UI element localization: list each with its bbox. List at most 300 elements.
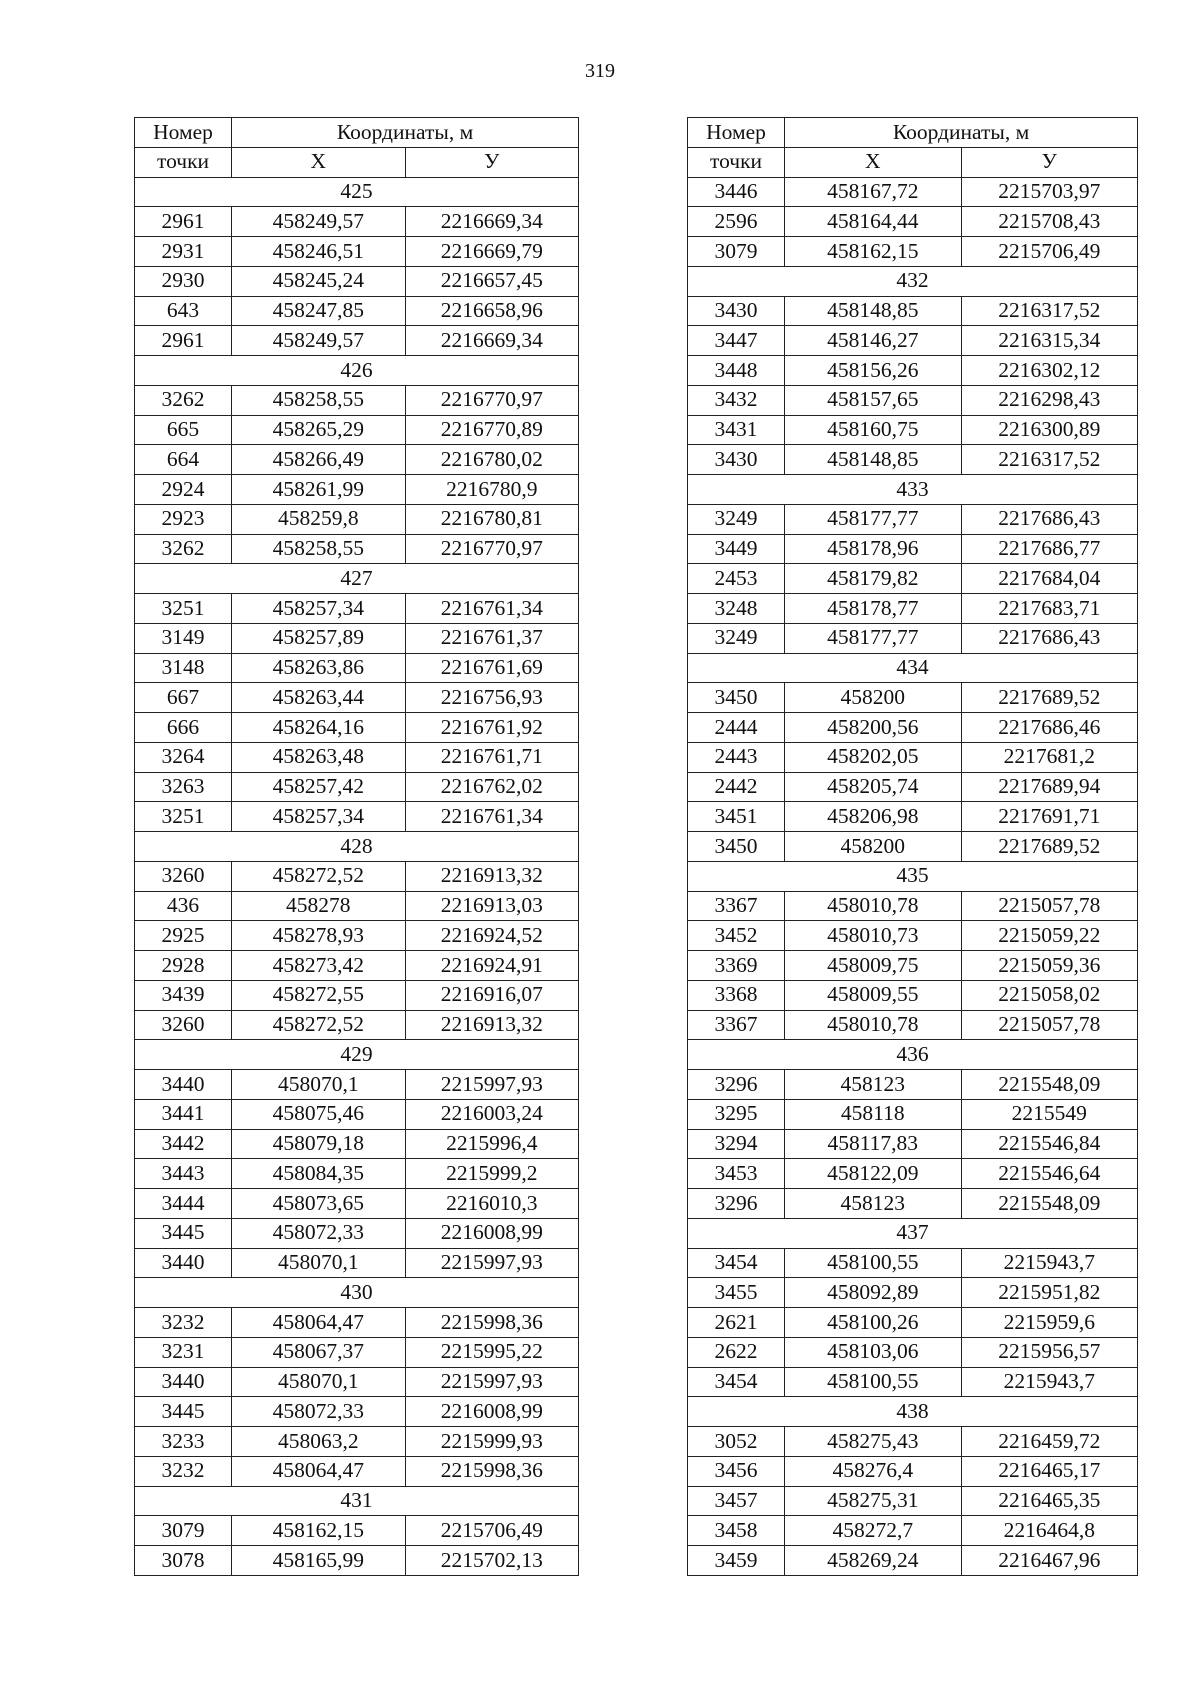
x-coordinate-cell: 458064,47 bbox=[232, 1456, 406, 1486]
table-row bbox=[135, 653, 579, 683]
y-coordinate-cell: 2216010,3 bbox=[405, 1189, 579, 1219]
point-number-cell: 3443 bbox=[135, 1159, 232, 1189]
x-coordinate-cell: 458257,42 bbox=[232, 772, 406, 802]
x-coordinate-cell: 458202,05 bbox=[785, 742, 962, 772]
x-coordinate-cell: 458092,89 bbox=[785, 1278, 962, 1308]
table-row bbox=[135, 1189, 579, 1219]
point-number-cell: 2621 bbox=[688, 1308, 785, 1338]
point-number-cell: 3232 bbox=[135, 1456, 232, 1486]
y-coordinate-cell: 2215549 bbox=[961, 1099, 1138, 1129]
table-row bbox=[135, 772, 579, 802]
coordinates-header: Координаты, м bbox=[232, 118, 579, 148]
x-coordinate-cell: 458263,48 bbox=[232, 742, 406, 772]
y-coordinate-cell: 2215997,93 bbox=[405, 1248, 579, 1278]
x-coordinate-cell: 458257,89 bbox=[232, 623, 406, 653]
point-number-cell: 2596 bbox=[688, 207, 785, 237]
point-number-cell: 2931 bbox=[135, 237, 232, 267]
table-row bbox=[688, 594, 1138, 624]
x-coordinate-cell: 458073,65 bbox=[232, 1189, 406, 1219]
table-row bbox=[688, 504, 1138, 534]
y-coordinate-cell: 2217689,52 bbox=[961, 683, 1138, 713]
x-coordinate-cell: 458064,47 bbox=[232, 1308, 406, 1338]
x-coordinate-cell: 458245,24 bbox=[232, 266, 406, 296]
y-coordinate-cell: 2216780,81 bbox=[405, 504, 579, 534]
point-number-cell: 3450 bbox=[688, 683, 785, 713]
point-number-cell: 3231 bbox=[135, 1337, 232, 1367]
x-coordinate-cell: 458265,29 bbox=[232, 415, 406, 445]
x-coordinate-cell: 458010,78 bbox=[785, 891, 962, 921]
x-coordinate-cell: 458156,26 bbox=[785, 356, 962, 386]
x-coordinate-cell: 458100,55 bbox=[785, 1367, 962, 1397]
table-row bbox=[135, 445, 579, 475]
point-number-cell: 3262 bbox=[135, 385, 232, 415]
table-row bbox=[135, 1010, 579, 1040]
y-coordinate-cell: 2217686,43 bbox=[961, 623, 1138, 653]
x-coordinate-cell: 458275,43 bbox=[785, 1427, 962, 1457]
point-number-cell: 2444 bbox=[688, 713, 785, 743]
group-row bbox=[135, 1486, 579, 1516]
y-coordinate-cell: 2216924,91 bbox=[405, 951, 579, 981]
point-number-cell: 3457 bbox=[688, 1486, 785, 1516]
point-number-cell: 2961 bbox=[135, 207, 232, 237]
y-coordinate-cell: 2216300,89 bbox=[961, 415, 1138, 445]
point-number-cell: 3432 bbox=[688, 385, 785, 415]
table-row bbox=[688, 445, 1138, 475]
group-number: 429 bbox=[135, 1040, 579, 1070]
x-coordinate-cell: 458122,09 bbox=[785, 1159, 962, 1189]
x-coordinate-cell: 458257,34 bbox=[232, 594, 406, 624]
table-row bbox=[135, 1456, 579, 1486]
x-coordinate-cell: 458146,27 bbox=[785, 326, 962, 356]
table-row bbox=[688, 1367, 1138, 1397]
y-coordinate-cell: 2217686,46 bbox=[961, 713, 1138, 743]
x-coordinate-cell: 458200 bbox=[785, 683, 962, 713]
y-coordinate-cell: 2216770,97 bbox=[405, 534, 579, 564]
y-coordinate-cell: 2216657,45 bbox=[405, 266, 579, 296]
point-number-cell: 3439 bbox=[135, 980, 232, 1010]
point-number-cell: 3148 bbox=[135, 653, 232, 683]
point-number-cell: 3445 bbox=[135, 1218, 232, 1248]
y-coordinate-cell: 2216008,99 bbox=[405, 1397, 579, 1427]
point-number-cell: 3442 bbox=[135, 1129, 232, 1159]
point-number-cell: 3248 bbox=[688, 594, 785, 624]
y-coordinate-cell: 2216780,02 bbox=[405, 445, 579, 475]
table-row bbox=[135, 1427, 579, 1457]
y-coordinate-cell: 2217689,94 bbox=[961, 772, 1138, 802]
point-number-cell: 3367 bbox=[688, 891, 785, 921]
point-number-cell: 2443 bbox=[688, 742, 785, 772]
group-number: 427 bbox=[135, 564, 579, 594]
x-coordinate-cell: 458070,1 bbox=[232, 1367, 406, 1397]
x-coordinate-cell: 458259,8 bbox=[232, 504, 406, 534]
table-row bbox=[688, 1099, 1138, 1129]
table-row bbox=[688, 891, 1138, 921]
y-coordinate-cell: 2215703,97 bbox=[961, 177, 1138, 207]
point-number-cell: 436 bbox=[135, 891, 232, 921]
y-coordinate-cell: 2216924,52 bbox=[405, 921, 579, 951]
point-number-cell: 3294 bbox=[688, 1129, 785, 1159]
group-number: 432 bbox=[688, 266, 1138, 296]
x-coordinate-cell: 458275,31 bbox=[785, 1486, 962, 1516]
x-coordinate-cell: 458103,06 bbox=[785, 1337, 962, 1367]
table-row bbox=[688, 1427, 1138, 1457]
y-coordinate-cell: 2216762,02 bbox=[405, 772, 579, 802]
point-number-cell: 2622 bbox=[688, 1337, 785, 1367]
point-number-cell: 3454 bbox=[688, 1367, 785, 1397]
table-row bbox=[688, 385, 1138, 415]
y-coordinate-cell: 2215951,82 bbox=[961, 1278, 1138, 1308]
group-row bbox=[688, 475, 1138, 505]
y-coordinate-cell: 2215546,64 bbox=[961, 1159, 1138, 1189]
y-coordinate-cell: 2216315,34 bbox=[961, 326, 1138, 356]
point-number-cell: 3445 bbox=[135, 1397, 232, 1427]
x-coordinate-cell: 458063,2 bbox=[232, 1427, 406, 1457]
point-number-cell: 3295 bbox=[688, 1099, 785, 1129]
point-number-cell: 3455 bbox=[688, 1278, 785, 1308]
point-number-cell: 3149 bbox=[135, 623, 232, 653]
x-coordinate-cell: 458278 bbox=[232, 891, 406, 921]
point-number-cell: 665 bbox=[135, 415, 232, 445]
table-row bbox=[688, 237, 1138, 267]
table-row bbox=[135, 742, 579, 772]
y-coordinate-cell: 2216780,9 bbox=[405, 475, 579, 505]
x-coordinate-cell: 458070,1 bbox=[232, 1248, 406, 1278]
x-coordinate-cell: 458084,35 bbox=[232, 1159, 406, 1189]
point-number-cell: 3251 bbox=[135, 594, 232, 624]
x-coordinate-cell: 458072,33 bbox=[232, 1397, 406, 1427]
group-row bbox=[135, 177, 579, 207]
y-coordinate-cell: 2216459,72 bbox=[961, 1427, 1138, 1457]
table-row bbox=[688, 623, 1138, 653]
point-number-cell: 3447 bbox=[688, 326, 785, 356]
point-number-cell: 3260 bbox=[135, 1010, 232, 1040]
x-coordinate-cell: 458206,98 bbox=[785, 802, 962, 832]
y-column-header: У bbox=[961, 147, 1138, 177]
table-row bbox=[688, 772, 1138, 802]
group-row bbox=[688, 861, 1138, 891]
table-row bbox=[688, 742, 1138, 772]
x-coordinate-cell: 458165,99 bbox=[232, 1546, 406, 1576]
group-number: 426 bbox=[135, 356, 579, 386]
point-number-cell: 2925 bbox=[135, 921, 232, 951]
x-coordinate-cell: 458205,74 bbox=[785, 772, 962, 802]
x-coordinate-cell: 458272,55 bbox=[232, 980, 406, 1010]
x-coordinate-cell: 458269,24 bbox=[785, 1546, 962, 1576]
page-number: 319 bbox=[585, 60, 615, 82]
x-coordinate-cell: 458072,33 bbox=[232, 1218, 406, 1248]
y-coordinate-cell: 2217686,43 bbox=[961, 504, 1138, 534]
x-coordinate-cell: 458117,83 bbox=[785, 1129, 962, 1159]
y-coordinate-cell: 2216761,92 bbox=[405, 713, 579, 743]
x-coordinate-cell: 458264,16 bbox=[232, 713, 406, 743]
point-number-cell: 3249 bbox=[688, 504, 785, 534]
group-row bbox=[688, 1218, 1138, 1248]
point-number-cell: 2961 bbox=[135, 326, 232, 356]
table-row bbox=[688, 683, 1138, 713]
table-row bbox=[688, 534, 1138, 564]
point-number-cell: 3449 bbox=[688, 534, 785, 564]
x-coordinate-cell: 458075,46 bbox=[232, 1099, 406, 1129]
x-coordinate-cell: 458177,77 bbox=[785, 504, 962, 534]
y-coordinate-cell: 2216761,71 bbox=[405, 742, 579, 772]
x-coordinate-cell: 458010,73 bbox=[785, 921, 962, 951]
y-coordinate-cell: 2215702,13 bbox=[405, 1546, 579, 1576]
y-coordinate-cell: 2216761,37 bbox=[405, 623, 579, 653]
x-coordinate-cell: 458118 bbox=[785, 1099, 962, 1129]
point-number-cell: 664 bbox=[135, 445, 232, 475]
table-row bbox=[688, 1337, 1138, 1367]
x-coordinate-cell: 458200 bbox=[785, 832, 962, 862]
table-row bbox=[688, 296, 1138, 326]
table-row bbox=[135, 296, 579, 326]
point-number-cell: 643 bbox=[135, 296, 232, 326]
group-number: 431 bbox=[135, 1486, 579, 1516]
group-number: 438 bbox=[688, 1397, 1138, 1427]
y-coordinate-cell: 2216669,34 bbox=[405, 326, 579, 356]
group-number: 428 bbox=[135, 832, 579, 862]
point-number-cell: 3441 bbox=[135, 1099, 232, 1129]
x-coordinate-cell: 458148,85 bbox=[785, 445, 962, 475]
group-row bbox=[135, 1040, 579, 1070]
y-coordinate-cell: 2215059,36 bbox=[961, 951, 1138, 981]
table-row bbox=[688, 1278, 1138, 1308]
y-coordinate-cell: 2215706,49 bbox=[961, 237, 1138, 267]
point-number-cell: 3264 bbox=[135, 742, 232, 772]
table-row bbox=[688, 415, 1138, 445]
table-row bbox=[688, 177, 1138, 207]
table-row bbox=[135, 475, 579, 505]
point-number-cell: 3451 bbox=[688, 802, 785, 832]
table-header-row bbox=[135, 147, 579, 177]
x-coordinate-cell: 458162,15 bbox=[785, 237, 962, 267]
table-row bbox=[135, 1367, 579, 1397]
table-row bbox=[135, 1129, 579, 1159]
y-coordinate-cell: 2215548,09 bbox=[961, 1189, 1138, 1219]
point-number-cell: 3459 bbox=[688, 1546, 785, 1576]
y-coordinate-cell: 2216756,93 bbox=[405, 683, 579, 713]
x-coordinate-cell: 458178,96 bbox=[785, 534, 962, 564]
y-coordinate-cell: 2216770,89 bbox=[405, 415, 579, 445]
table-row bbox=[135, 683, 579, 713]
y-coordinate-cell: 2217691,71 bbox=[961, 802, 1138, 832]
point-number-cell: 3079 bbox=[135, 1516, 232, 1546]
y-coordinate-cell: 2216464,8 bbox=[961, 1516, 1138, 1546]
x-coordinate-cell: 458178,77 bbox=[785, 594, 962, 624]
point-number-header: Номер bbox=[135, 118, 232, 148]
group-number: 433 bbox=[688, 475, 1138, 505]
y-coordinate-cell: 2215057,78 bbox=[961, 1010, 1138, 1040]
point-number-header: точки bbox=[688, 147, 785, 177]
x-coordinate-cell: 458009,55 bbox=[785, 980, 962, 1010]
table-row bbox=[688, 326, 1138, 356]
group-row bbox=[688, 1040, 1138, 1070]
table-row bbox=[135, 891, 579, 921]
point-number-cell: 3233 bbox=[135, 1427, 232, 1457]
point-number-cell: 3430 bbox=[688, 296, 785, 326]
table-row bbox=[688, 713, 1138, 743]
table-row bbox=[135, 1070, 579, 1100]
y-coordinate-cell: 2217689,52 bbox=[961, 832, 1138, 862]
y-coordinate-cell: 2216916,07 bbox=[405, 980, 579, 1010]
x-coordinate-cell: 458257,34 bbox=[232, 802, 406, 832]
y-coordinate-cell: 2217683,71 bbox=[961, 594, 1138, 624]
x-coordinate-cell: 458273,42 bbox=[232, 951, 406, 981]
point-number-cell: 2928 bbox=[135, 951, 232, 981]
point-number-cell: 3052 bbox=[688, 1427, 785, 1457]
y-coordinate-cell: 2216302,12 bbox=[961, 356, 1138, 386]
table-row bbox=[688, 802, 1138, 832]
y-coordinate-cell: 2216761,34 bbox=[405, 594, 579, 624]
table-row bbox=[135, 594, 579, 624]
x-coordinate-cell: 458067,37 bbox=[232, 1337, 406, 1367]
table-row bbox=[135, 1248, 579, 1278]
point-number-header: Номер bbox=[688, 118, 785, 148]
group-row bbox=[135, 564, 579, 594]
point-number-cell: 3440 bbox=[135, 1367, 232, 1397]
x-coordinate-cell: 458276,4 bbox=[785, 1456, 962, 1486]
point-number-cell: 3440 bbox=[135, 1248, 232, 1278]
table-row bbox=[135, 1218, 579, 1248]
y-coordinate-cell: 2216465,17 bbox=[961, 1456, 1138, 1486]
table-row bbox=[688, 207, 1138, 237]
table-row bbox=[688, 1456, 1138, 1486]
y-coordinate-cell: 2216913,03 bbox=[405, 891, 579, 921]
y-coordinate-cell: 2215999,2 bbox=[405, 1159, 579, 1189]
group-row bbox=[135, 356, 579, 386]
table-row bbox=[135, 861, 579, 891]
y-coordinate-cell: 2216317,52 bbox=[961, 296, 1138, 326]
point-number-cell: 3450 bbox=[688, 832, 785, 862]
y-coordinate-cell: 2215956,57 bbox=[961, 1337, 1138, 1367]
table-header-row bbox=[688, 147, 1138, 177]
point-number-cell: 3079 bbox=[688, 237, 785, 267]
x-coordinate-cell: 458100,55 bbox=[785, 1248, 962, 1278]
table-row bbox=[135, 951, 579, 981]
table-row bbox=[688, 356, 1138, 386]
y-coordinate-cell: 2215708,43 bbox=[961, 207, 1138, 237]
y-coordinate-cell: 2215546,84 bbox=[961, 1129, 1138, 1159]
x-coordinate-cell: 458261,99 bbox=[232, 475, 406, 505]
y-coordinate-cell: 2215943,7 bbox=[961, 1248, 1138, 1278]
point-number-cell: 2442 bbox=[688, 772, 785, 802]
x-coordinate-cell: 458010,78 bbox=[785, 1010, 962, 1040]
table-header-row bbox=[135, 118, 579, 148]
table-row bbox=[135, 713, 579, 743]
x-coordinate-cell: 458179,82 bbox=[785, 564, 962, 594]
x-coordinate-cell: 458167,72 bbox=[785, 177, 962, 207]
y-coordinate-cell: 2216669,34 bbox=[405, 207, 579, 237]
y-coordinate-cell: 2215959,6 bbox=[961, 1308, 1138, 1338]
x-coordinate-cell: 458177,77 bbox=[785, 623, 962, 653]
group-number: 430 bbox=[135, 1278, 579, 1308]
point-number-cell: 3296 bbox=[688, 1189, 785, 1219]
group-row bbox=[135, 1278, 579, 1308]
x-column-header: X bbox=[232, 147, 406, 177]
table-row bbox=[135, 1099, 579, 1129]
group-number: 437 bbox=[688, 1218, 1138, 1248]
x-coordinate-cell: 458009,75 bbox=[785, 951, 962, 981]
x-coordinate-cell: 458249,57 bbox=[232, 207, 406, 237]
point-number-cell: 3446 bbox=[688, 177, 785, 207]
table-row bbox=[688, 1010, 1138, 1040]
table-row bbox=[135, 623, 579, 653]
point-number-cell: 667 bbox=[135, 683, 232, 713]
y-coordinate-cell: 2215995,22 bbox=[405, 1337, 579, 1367]
x-coordinate-cell: 458272,52 bbox=[232, 861, 406, 891]
x-coordinate-cell: 458266,49 bbox=[232, 445, 406, 475]
group-row bbox=[688, 653, 1138, 683]
table-row bbox=[135, 921, 579, 951]
point-number-cell: 3430 bbox=[688, 445, 785, 475]
point-number-cell: 2923 bbox=[135, 504, 232, 534]
y-coordinate-cell: 2216317,52 bbox=[961, 445, 1138, 475]
table-row bbox=[688, 1486, 1138, 1516]
coordinates-header: Координаты, м bbox=[785, 118, 1138, 148]
x-coordinate-cell: 458160,75 bbox=[785, 415, 962, 445]
table-row bbox=[688, 564, 1138, 594]
point-number-cell: 3369 bbox=[688, 951, 785, 981]
y-coordinate-cell: 2215057,78 bbox=[961, 891, 1138, 921]
x-coordinate-cell: 458100,26 bbox=[785, 1308, 962, 1338]
table-row bbox=[135, 266, 579, 296]
table-row bbox=[135, 1159, 579, 1189]
x-coordinate-cell: 458164,44 bbox=[785, 207, 962, 237]
table-row bbox=[135, 802, 579, 832]
point-number-cell: 3260 bbox=[135, 861, 232, 891]
point-number-cell: 2453 bbox=[688, 564, 785, 594]
point-number-cell: 2924 bbox=[135, 475, 232, 505]
point-number-cell: 3078 bbox=[135, 1546, 232, 1576]
point-number-cell: 3263 bbox=[135, 772, 232, 802]
x-coordinate-cell: 458258,55 bbox=[232, 385, 406, 415]
point-number-cell: 3367 bbox=[688, 1010, 785, 1040]
y-coordinate-cell: 2215548,09 bbox=[961, 1070, 1138, 1100]
x-coordinate-cell: 458263,44 bbox=[232, 683, 406, 713]
y-coordinate-cell: 2216008,99 bbox=[405, 1218, 579, 1248]
table-row bbox=[688, 1159, 1138, 1189]
point-number-cell: 666 bbox=[135, 713, 232, 743]
table-row bbox=[688, 1129, 1138, 1159]
y-coordinate-cell: 2215998,36 bbox=[405, 1456, 579, 1486]
x-column-header: X bbox=[785, 147, 962, 177]
y-coordinate-cell: 2215998,36 bbox=[405, 1308, 579, 1338]
point-number-cell: 3456 bbox=[688, 1456, 785, 1486]
y-coordinate-cell: 2216770,97 bbox=[405, 385, 579, 415]
x-coordinate-cell: 458278,93 bbox=[232, 921, 406, 951]
point-number-cell: 3453 bbox=[688, 1159, 785, 1189]
table-row bbox=[135, 980, 579, 1010]
x-coordinate-cell: 458246,51 bbox=[232, 237, 406, 267]
x-coordinate-cell: 458200,56 bbox=[785, 713, 962, 743]
y-coordinate-cell: 2216761,69 bbox=[405, 653, 579, 683]
table-row bbox=[688, 921, 1138, 951]
table-header-row bbox=[688, 118, 1138, 148]
y-coordinate-cell: 2215997,93 bbox=[405, 1070, 579, 1100]
x-coordinate-cell: 458272,52 bbox=[232, 1010, 406, 1040]
point-number-cell: 3440 bbox=[135, 1070, 232, 1100]
table-row bbox=[135, 1337, 579, 1367]
point-number-header: точки bbox=[135, 147, 232, 177]
point-number-cell: 3368 bbox=[688, 980, 785, 1010]
y-coordinate-cell: 2216913,32 bbox=[405, 1010, 579, 1040]
coordinates-table-left bbox=[134, 117, 579, 1576]
x-coordinate-cell: 458157,65 bbox=[785, 385, 962, 415]
x-coordinate-cell: 458123 bbox=[785, 1189, 962, 1219]
table-row bbox=[688, 951, 1138, 981]
group-number: 425 bbox=[135, 177, 579, 207]
point-number-cell: 3296 bbox=[688, 1070, 785, 1100]
x-coordinate-cell: 458123 bbox=[785, 1070, 962, 1100]
